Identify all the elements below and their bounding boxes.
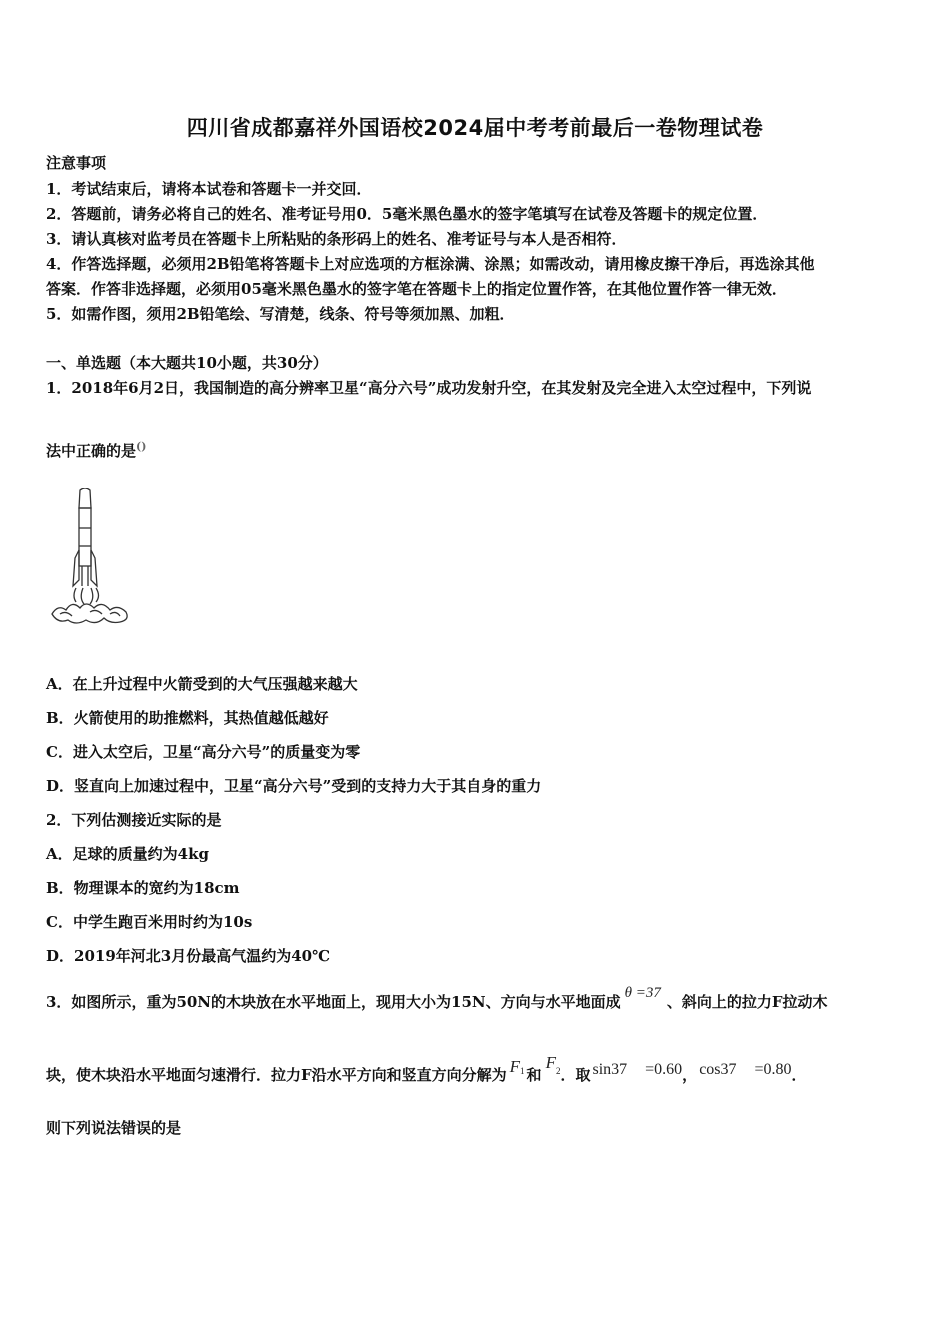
question-3-text: 、斜向上的拉力F拉动木: [666, 993, 828, 1011]
sin-value: =0.60: [645, 1061, 683, 1078]
question-3-text: 块，使木块沿水平地面匀速滑行．拉力F沿水平方向和竖直方向分解为: [46, 1066, 507, 1084]
question-2-option-c: C．中学生跑百米用时约为10s: [46, 913, 253, 931]
section-heading: 一、单选题（本大题共10小题，共30分）: [46, 354, 328, 372]
question-3-text: 3．如图所示，重为50N的木块放在水平地面上，现用大小为15N、方向与水平地面成: [46, 993, 621, 1011]
question-1-stem-cont: [46, 440, 146, 461]
question-3-text: ．: [791, 1066, 807, 1084]
question-3-stem-line2: [46, 1053, 807, 1085]
notice-item: 答案．作答非选择题，必须用05毫米黑色墨水的签字笔在答题卡上的指定位置作答，在其他位置作答一律无效．: [46, 280, 787, 298]
answer-blank-mark: (): [136, 440, 147, 453]
force-f2-subscript: 2: [555, 1066, 561, 1076]
question-3-text: ，: [682, 1066, 698, 1084]
question-1-stem-text: 法中正确的是: [46, 442, 137, 460]
question-1-stem: 1．2018年6月2日，我国制造的高分辨率卫星“高分六号”成功发射升空，在其发射及完全进入太空过程中，下列说: [46, 379, 812, 397]
question-2-option-a: A．足球的质量约为4kg: [46, 845, 209, 863]
theta-formula: θ =37: [624, 985, 661, 1001]
question-2-stem: 2．下列估测接近实际的是: [46, 811, 222, 829]
question-3-text: 和: [526, 1066, 542, 1084]
question-3-stem-line3: 则下列说法错误的是: [46, 1119, 182, 1137]
question-2-option-d: D．2019年河北3月份最高气温约为40℃: [46, 947, 331, 965]
cos-value: =0.80: [754, 1061, 792, 1078]
notice-item: 4．作答选择题，必须用2B铅笔将答题卡上对应选项的方框涂满、涂黑；如需改动，请用橡皮擦干净后，再选涂其他: [46, 255, 815, 273]
question-1-option-b: B．火箭使用的助推燃料，其热值越低越好: [46, 709, 329, 727]
force-f1-subscript: 1: [520, 1066, 525, 1076]
notice-item: 5．如需作图，须用2B铅笔绘、写清楚，线条、符号等须加黑、加粗．: [46, 305, 515, 323]
cos-formula: cos37: [699, 1061, 737, 1078]
question-2-option-b: B．物理课本的宽约为18cm: [46, 879, 240, 897]
question-1-option-c: C．进入太空后，卫星“高分六号”的质量变为零: [46, 743, 361, 761]
rocket-illustration: [46, 488, 136, 628]
sin-formula: sin37: [592, 1061, 628, 1078]
question-3-stem-line1: [46, 985, 828, 1012]
notice-heading: 注意事项: [46, 154, 107, 172]
force-f1-symbol: F: [509, 1057, 521, 1076]
force-f2-symbol: F: [545, 1053, 556, 1072]
question-1-option-a: A．在上升过程中火箭受到的大气压强越来越大: [46, 675, 358, 693]
question-3-text: ．取: [560, 1066, 591, 1084]
notice-item: 1．考试结束后，请将本试卷和答题卡一并交回．: [46, 180, 372, 198]
notice-item: 3．请认真核对监考员在答题卡上所粘贴的条形码上的姓名、准考证号与本人是否相符．: [46, 230, 627, 248]
notice-item: 2．答题前，请务必将自己的姓名、准考证号用0．5毫米黑色墨水的签字笔填写在试卷及答题卡的规定位置．: [46, 205, 768, 223]
question-1-option-d: D．竖直向上加速过程中，卫星“高分六号”受到的支持力大于其自身的重力: [46, 777, 542, 795]
page-title: 四川省成都嘉祥外国语校2024届中考考前最后一卷物理试卷: [186, 116, 764, 140]
